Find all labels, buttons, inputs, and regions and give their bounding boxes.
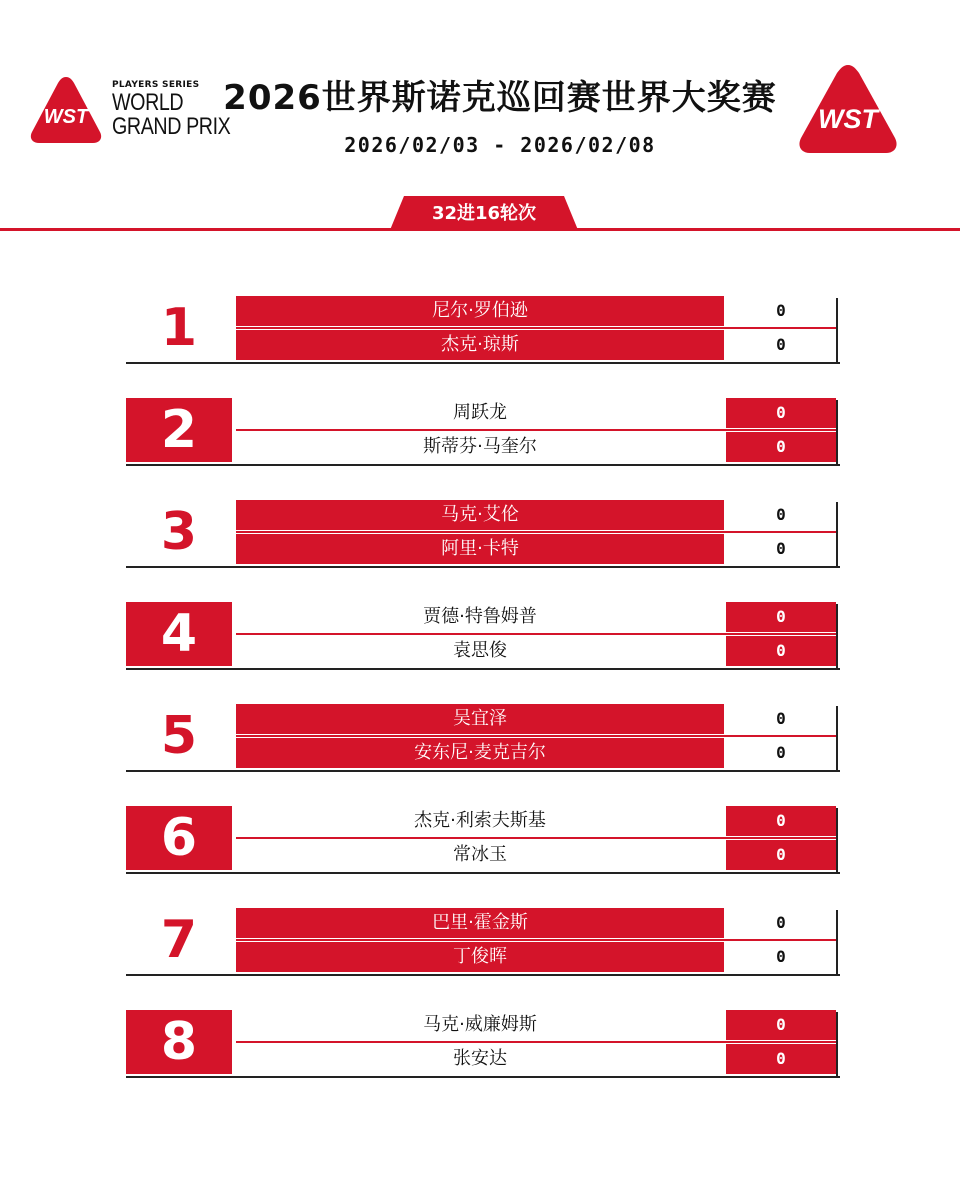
player-1-name: 马克·威廉姆斯 (236, 1010, 724, 1040)
match-3 (126, 500, 840, 568)
match-4 (126, 602, 840, 670)
match-base-line (126, 770, 840, 772)
match-number: 7 (160, 910, 198, 970)
match-right-line (836, 706, 838, 772)
match-1 (126, 296, 840, 364)
row-divider (236, 429, 836, 431)
brand-series: PLAYERS SERIES (112, 80, 200, 90)
header (0, 0, 960, 240)
match-7 (126, 908, 840, 976)
match-base-line (126, 974, 840, 976)
row-divider (236, 633, 836, 635)
match-right-line (836, 298, 838, 364)
match-right-line (836, 910, 838, 976)
match-right-line (836, 808, 838, 874)
match-8 (126, 1010, 840, 1078)
match-base-line (126, 464, 840, 466)
player-2-name: 杰克·琼斯 (236, 330, 724, 360)
match-number: 1 (160, 298, 198, 358)
wst-logo-left (28, 74, 104, 146)
player-1-score: 0 (726, 806, 836, 836)
match-right-line (836, 502, 838, 568)
player-2-name: 袁思俊 (236, 636, 724, 666)
match-5 (126, 704, 840, 772)
round-label: 32进16轮次 (431, 203, 537, 224)
player-1-name: 杰克·利索夫斯基 (236, 806, 724, 836)
player-1-score: 0 (726, 296, 836, 326)
player-2-name: 斯蒂芬·马奎尔 (236, 432, 724, 462)
match-number: 2 (126, 398, 232, 462)
player-1-score: 0 (726, 1010, 836, 1040)
player-1-score: 0 (726, 602, 836, 632)
brand-line-2: GRAND PRIX (112, 113, 231, 140)
player-2-name: 常冰玉 (236, 840, 724, 870)
match-base-line (126, 668, 840, 670)
match-2 (126, 398, 840, 466)
player-2-name: 阿里·卡特 (236, 534, 724, 564)
match-6 (126, 806, 840, 874)
match-right-line (836, 1012, 838, 1078)
player-1-score: 0 (726, 908, 836, 938)
match-base-line (126, 1076, 840, 1078)
match-number: 6 (126, 806, 232, 870)
logo-text: WST (43, 106, 89, 128)
match-base-line (126, 872, 840, 874)
player-1-name: 吴宜泽 (236, 704, 724, 734)
event-dates: 2026/02/03 - 2026/02/08 (344, 133, 656, 157)
player-2-score: 0 (726, 1044, 836, 1074)
player-2-name: 丁俊晖 (236, 942, 724, 972)
player-2-score: 0 (726, 636, 836, 666)
player-1-name: 巴里·霍金斯 (236, 908, 724, 938)
match-right-line (836, 604, 838, 670)
player-1-name: 尼尔·罗伯逊 (236, 296, 724, 326)
brand-line-1: WORLD (112, 89, 184, 116)
player-2-score: 0 (726, 534, 836, 564)
player-2-score: 0 (726, 330, 836, 360)
match-number: 8 (126, 1010, 232, 1074)
match-number: 4 (126, 602, 232, 666)
match-base-line (126, 362, 840, 364)
match-number: 5 (160, 706, 198, 766)
player-1-score: 0 (726, 704, 836, 734)
player-2-name: 张安达 (236, 1044, 724, 1074)
row-divider (236, 531, 836, 533)
match-right-line (836, 400, 838, 466)
row-divider (236, 735, 836, 737)
player-1-name: 周跃龙 (236, 398, 724, 428)
player-2-score: 0 (726, 738, 836, 768)
page-title: 2026世界斯诺克巡回赛世界大奖赛 (223, 78, 777, 118)
player-1-name: 贾德·特鲁姆普 (236, 602, 724, 632)
player-2-score: 0 (726, 840, 836, 870)
row-divider (236, 939, 836, 941)
player-2-score: 0 (726, 942, 836, 972)
match-number: 3 (160, 502, 198, 562)
player-1-name: 马克·艾伦 (236, 500, 724, 530)
row-divider (236, 327, 836, 329)
player-2-name: 安东尼·麦克吉尔 (236, 738, 724, 768)
player-1-score: 0 (726, 398, 836, 428)
row-divider (236, 837, 836, 839)
player-2-score: 0 (726, 432, 836, 462)
row-divider (236, 1041, 836, 1043)
match-base-line (126, 566, 840, 568)
logo-text: WST (818, 104, 878, 134)
player-1-score: 0 (726, 500, 836, 530)
wst-logo-right (796, 62, 900, 156)
